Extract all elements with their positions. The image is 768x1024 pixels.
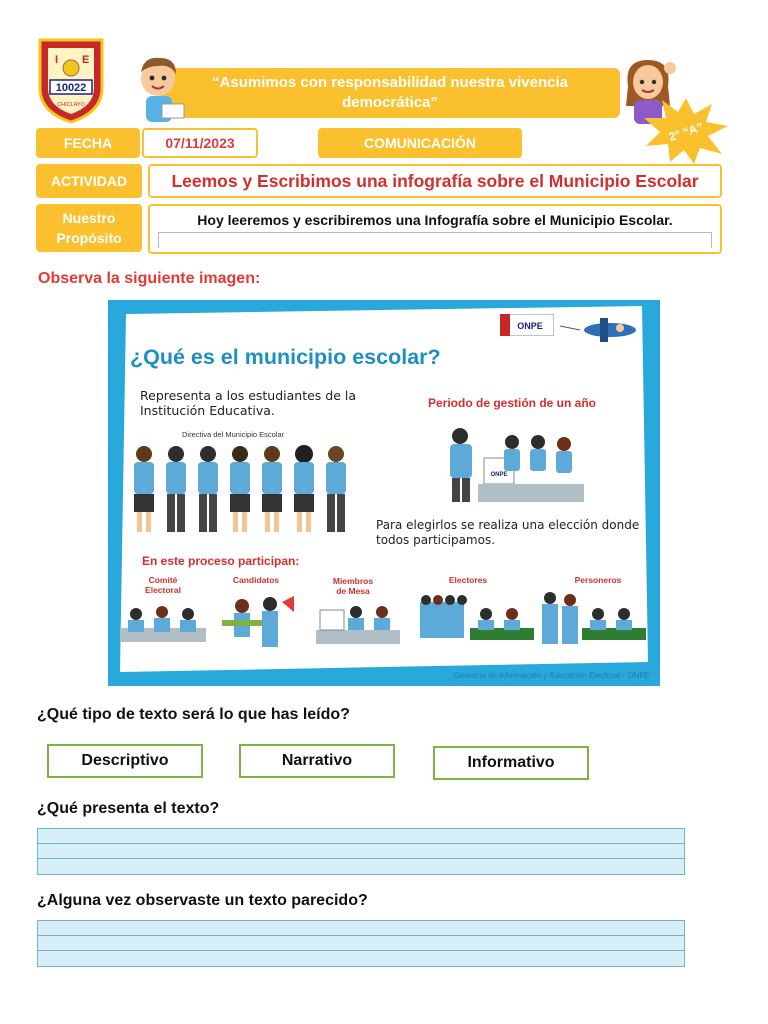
question-similar-text: ¿Alguna vez observaste un texto parecido? — [37, 892, 368, 909]
miembros-de-mesa-figures — [316, 606, 400, 644]
flag-label: ONPE — [517, 321, 543, 331]
proposito-label — [36, 204, 142, 252]
svg-text:I: I — [55, 54, 59, 66]
option-descriptivo[interactable]: Descriptivo — [47, 744, 203, 778]
comite-electoral-figures — [120, 606, 206, 642]
role-label-line1: Miembros — [332, 576, 374, 586]
motto-text: “Asumimos con responsabilidad nuestra vivencia democrática” — [212, 74, 568, 111]
answer-lines-presents[interactable] — [37, 828, 685, 875]
candidatos-figures — [222, 596, 294, 647]
role-electores — [428, 575, 508, 585]
area-label: COMUNICACIÓN — [318, 128, 522, 158]
proposito-underline — [158, 232, 712, 248]
grade-star-badge — [642, 96, 730, 166]
motto-banner — [160, 68, 620, 118]
answer-lines-similar[interactable] — [37, 920, 685, 967]
student-figure — [134, 446, 154, 532]
crest-number: 10022 — [55, 82, 87, 94]
answer-line[interactable] — [38, 844, 684, 859]
answer-line[interactable] — [38, 921, 684, 936]
student-directiva-group — [128, 444, 364, 536]
option-informativo[interactable]: Informativo — [433, 746, 589, 780]
boy-illustration — [132, 54, 188, 124]
role-label-line1: Personeros — [574, 575, 622, 585]
eleccion-text: Para elegirlos se realiza una elección donde todos participamos. — [376, 518, 640, 547]
question-presents: ¿Qué presenta el texto? — [37, 800, 220, 817]
ballot-scene-illustration — [448, 422, 588, 504]
proposito-label-line2: Propósito — [56, 230, 122, 246]
proceso-heading: En este proceso participan: — [142, 554, 300, 568]
infographic-description: Representa a los estudiantes de la Institución Educativa. — [140, 388, 357, 418]
actividad-value: Leemos y Escribimos una infografía sobre el Municipio Escolar — [148, 164, 722, 198]
actividad-label: ACTIVIDAD — [36, 164, 142, 198]
infographic — [108, 300, 660, 686]
infographic-title: ¿Qué es el municipio escolar? — [130, 345, 441, 369]
infographic-footer: Gerencia de Información y Educación Electoral - ONPE — [453, 671, 650, 680]
grade-text: 2° “A” — [666, 119, 706, 145]
observe-heading: Observa la siguiente imagen: — [38, 270, 261, 287]
school-crest-logo — [36, 38, 106, 124]
role-label-line1: Electores — [448, 575, 488, 585]
directiva-label: Directiva del Municipio Escolar — [182, 430, 285, 439]
fecha-value: 07/11/2023 — [142, 128, 258, 158]
periodo-label: Periodo de gestión de un año — [428, 396, 597, 410]
crest-city: CHICLAYO — [57, 102, 85, 108]
answer-line[interactable] — [38, 951, 684, 966]
proposito-label-line1: Nuestro — [62, 210, 116, 226]
role-candidatos — [216, 575, 296, 585]
role-label-line2: Electoral — [145, 585, 181, 595]
role-label-line2: de Mesa — [336, 586, 370, 596]
personeros-figures — [542, 592, 646, 644]
electores-figures — [420, 595, 534, 640]
role-label-line1: Comité — [148, 575, 178, 585]
answer-line[interactable] — [38, 829, 684, 844]
proposito-value: Hoy leeremos y escribiremos una Infografía sobre el Municipio Escolar. — [197, 212, 673, 228]
proposito-value-box — [148, 204, 722, 254]
airplane-icon — [560, 314, 640, 344]
answer-line[interactable] — [38, 859, 684, 874]
participants-illustration — [120, 592, 650, 652]
fecha-label: FECHA — [36, 128, 140, 158]
option-narrativo[interactable]: Narrativo — [239, 744, 395, 778]
role-personeros — [558, 575, 638, 585]
ballot-label: ONPE — [490, 472, 508, 478]
answer-line[interactable] — [38, 936, 684, 951]
svg-text:E: E — [82, 54, 90, 66]
question-text-type: ¿Qué tipo de texto será lo que has leído? — [37, 706, 350, 723]
onpe-flag — [500, 314, 554, 336]
role-label-line1: Candidatos — [232, 575, 280, 585]
